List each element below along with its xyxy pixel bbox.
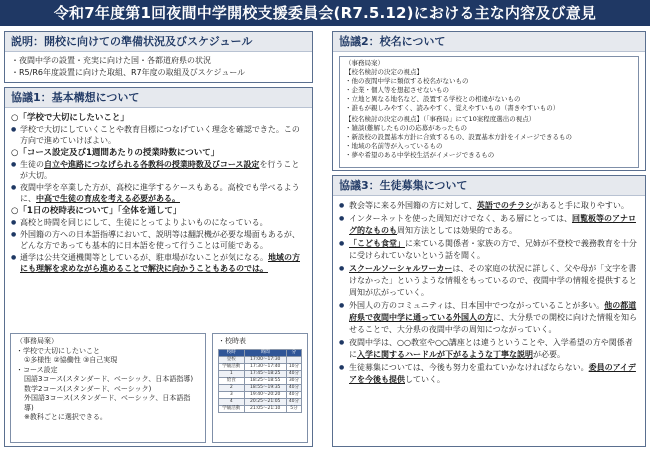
recruitment-heading: 協議3：生徒募集について (333, 176, 645, 196)
highlight-text: 入学に関するハードルが下がるような丁寧な説明 (357, 350, 533, 359)
criteria-item: ・地域の名前等が入っているもの (345, 142, 443, 150)
criteria-item: ・他の夜間中学に類似する校名がないもの (345, 77, 469, 85)
highlight-text: 地域の方にも理解を求めながら進めることで解決に向かうこともあるのでは。 (20, 253, 300, 273)
timetable-cell: 18:55〜19:35 (244, 384, 286, 391)
timetable-cell: 4 (219, 398, 245, 405)
highlight-text: 中高で生徒の育成を考える必要がある。 (36, 194, 180, 203)
opinion-item: ● 外国籍の方への日本語指導において、説明等は翻訳機が必要な場面もあるが、どんな方であっても基本的に日本語を使って行うことは可能である。 (11, 229, 306, 251)
timetable-row (219, 384, 302, 391)
proposal-line: 数学2コース(スタンダード、ベーシック) (24, 384, 152, 393)
timetable-cell: 1 (219, 370, 245, 377)
timetable-cell: 17:45〜18:25 (244, 370, 286, 377)
timetable-row (219, 356, 302, 363)
school-name-heading: 協議2：校名について (333, 32, 645, 52)
secretariat-proposal-box (10, 333, 206, 443)
highlight-text: 「こども食堂」 (349, 239, 405, 248)
opinion-item: ● 教会等に来る外国籍の方に対して、英語でのチラシがあると手に取りやすい。 (339, 200, 639, 212)
timetable-row (219, 377, 302, 384)
timetable-cell: 校時 (219, 349, 245, 356)
timetable-row (219, 398, 302, 405)
timetable-cell: 3 (219, 391, 245, 398)
proposal-line: ・コース設定 (16, 365, 58, 374)
explain-line-1: ・夜間中学の設置・充実に向けた国・各都道府県の状況 (11, 56, 211, 65)
timetable-cell: 40分 (286, 370, 301, 377)
criteria-item: ・企業・個人等を想起させないもの (345, 86, 449, 94)
opinion-item: ● 外国人の方のコミュニティは、日本国中でつながっていることが多い。他の都道府県で夜間中学に通っている外国人の方に、大分県での開校に向けた情報を知らせることで、大分県の夜間中学の周知につながっていく。 (339, 300, 639, 336)
proposal-label: （事務局案） (345, 59, 384, 67)
proposal-line: ①多様性 ②協働性 ③自己実現 (24, 356, 118, 364)
timetable-cell: 40分 (286, 384, 301, 391)
timetable-cell: 10分 (286, 363, 301, 370)
proposal-line: 外国語3コース(スタンダード、ベーシック、日本語指導) (24, 394, 191, 412)
timetable-cell: 学級活動 (219, 363, 245, 370)
opinion-item: ● インターネットを使った周知だけでなく、ある層にとっては、回覧板等のアナログ的なものも周知方法としては効果的である。 (339, 213, 639, 237)
timetable-cell: 17:00〜17:30 (244, 356, 286, 363)
timetable-row (219, 349, 302, 356)
proposal-line: ※教科ごとに選択できる。 (24, 413, 107, 421)
opinion-item: ● 通学は公共交通機関等としているが、駐車場がないことが気になる。地域の方にも理解を求めながら進めることで解決に向かうこともあるのでは。 (11, 252, 306, 274)
opinion-item: ● 学校で大切にしていくことや教育目標につなげていく理念を確認できた。この方向で進めていけばよい。 (11, 124, 306, 146)
page-title: 令和7年度第1回夜間中学開校支援委員会(R7.5.12)における主な内容及び意見 (0, 0, 650, 26)
school-name-panel (332, 31, 646, 171)
timetable-row (219, 363, 302, 370)
criteria-item: ・新設校の設置基本方針に合致するもの、設置基本方針をイメージできるもの (345, 133, 573, 141)
opinion-item: ● 生徒募集については、今後も努力を重ねていかなければならない。委員のアイデアを今後も提供していく。 (339, 362, 639, 386)
timetable-cell: 登校 (219, 356, 245, 363)
opinion-item: ● 夜間中学は、○○教室や○○講座とは違うということや、入学希望の方や関係者に入学に関するハードルが下がるような丁寧な説明が必要。 (339, 337, 639, 361)
timetable-cell: 5分 (286, 405, 301, 412)
opinion-item: ● 夜間中学を卒業した方が、高校に進学するケースもある。高校でも学べるように、中高で生徒の育成を考える必要がある。 (11, 182, 306, 204)
criteria-item: ・立地と異なる地名など、設置する学校との相違がないもの (345, 95, 521, 103)
topic-important-things: ○「学校で大切にしたいこと」 (11, 113, 129, 123)
topic-course-setting: ○「コース設定及び1週間あたりの授業時数について」 (11, 148, 220, 158)
highlight-text: 自立や進路につなげられる各教科の授業時数及びコース設定 (44, 160, 260, 169)
timetable-cell: 40分 (286, 391, 301, 398)
timetable-row (219, 405, 302, 412)
timetable-cell: 時間 (244, 349, 286, 356)
proposal-label: （事務局案） (16, 337, 58, 345)
timetable-table (218, 349, 302, 413)
highlight-text: 英語でのチラシ (476, 201, 533, 210)
proposal-line: 国語3コース(スタンダード、ベーシック、日本語指導) (24, 375, 194, 383)
criteria-title: 【校名検討の決定の視点】（「事務局」にて10案程度選出の視点） (345, 115, 536, 123)
criteria-item: ・雑談(難解したもの)の応募があったもの (345, 124, 468, 132)
timetable-row (219, 370, 302, 377)
opinion-item: ● 高校と時間を同じにして、生徒にとってよりよいものになっている。 (11, 217, 306, 228)
opinion-item: ● スクールソーシャルワーカーは、その家庭の状況に詳しく、父や母が「文字を書けなかった」というような情報をもっているので、夜間中学の情報を提供すると周知が広がっていく。 (339, 263, 639, 299)
timetable-label: ・校時表 (218, 337, 246, 345)
explanation-heading: 説明：開校に向けての準備状況及びスケジュール (5, 32, 312, 52)
criteria-item: ・誰もが親しみやすく、読みやすく、覚えやすいもの（書きやすいもの） (345, 104, 560, 112)
highlight-text: スクールソーシャルワーカー (349, 264, 453, 273)
timetable-cell: 給食 (219, 377, 245, 384)
timetable-cell: 2 (219, 384, 245, 391)
opinion-item: ● 生徒の自立や進路につなげられる各教科の授業時数及びコース設定を行うことが大切。 (11, 159, 306, 181)
timetable-row (219, 391, 302, 398)
explain-line-2: ・R5/R6年度設置に向けた取組、R7年度の取組及びスケジュール (11, 68, 246, 77)
criteria-title: 【校名検討の決定の視点】 (345, 68, 423, 76)
timetable-cell: 分 (286, 349, 301, 356)
topic-daily-timetable: ○「1日の校時表について」「全体を通して」 (11, 206, 182, 216)
timetable-cell: 30分 (286, 377, 301, 384)
highlight-text: 委員のアイデアを今後も提供 (349, 363, 636, 384)
recruitment-panel (332, 175, 646, 447)
basic-concept-heading: 協議1：基本構想について (5, 88, 312, 108)
timetable-cell: 20:25〜21:05 (244, 398, 286, 405)
highlight-text: 他の都道府県で夜間中学に通っている外国人の方 (349, 301, 637, 322)
opinion-item: ● 「こども食堂」に来ている関係者・家族の方で、兄姉が不登校で義務教育を十分に受けられていないという話を聞く。 (339, 238, 639, 262)
timetable-cell: 21:05〜21:10 (244, 405, 286, 412)
criteria-item: ・夢や希望のある中学校生活がイメージできるもの (345, 151, 495, 159)
timetable-cell: 19:40〜20:20 (244, 391, 286, 398)
timetable-cell: 40分 (286, 398, 301, 405)
timetable-cell: 学級活動 (219, 405, 245, 412)
highlight-text: 回覧板等のアナログ的なものも (349, 214, 636, 235)
timetable-box (212, 333, 308, 443)
explanation-panel (4, 31, 313, 83)
school-name-proposal-box (339, 56, 639, 168)
timetable-cell (286, 356, 301, 363)
timetable-cell: 17:30〜17:40 (244, 363, 286, 370)
proposal-line: ・学校で大切にしたいこと (16, 346, 100, 355)
timetable-cell: 18:25〜18:55 (244, 377, 286, 384)
